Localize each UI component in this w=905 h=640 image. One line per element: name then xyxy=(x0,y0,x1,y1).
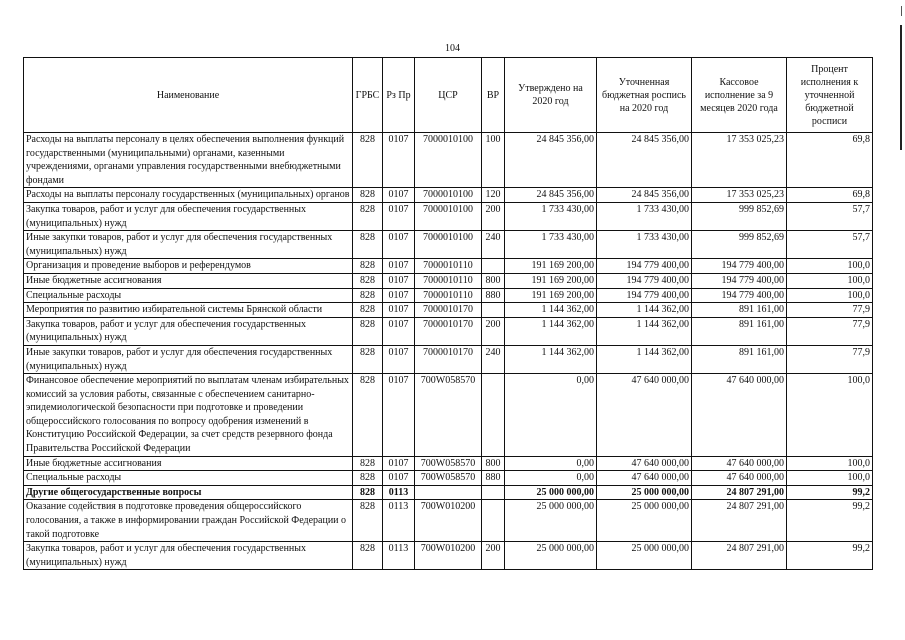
table-row xyxy=(24,500,873,542)
cell-approved: 25 000 000,00 xyxy=(505,500,597,542)
cell-refined: 47 640 000,00 xyxy=(597,374,692,457)
cell-csr: 700W058570 xyxy=(415,456,482,471)
cell-cash: 47 640 000,00 xyxy=(692,374,787,457)
cell-approved: 25 000 000,00 xyxy=(505,485,597,500)
cell-cash: 47 640 000,00 xyxy=(692,456,787,471)
cell-vr: 100 xyxy=(482,133,505,188)
cell-refined: 24 845 356,00 xyxy=(597,133,692,188)
table-row xyxy=(24,259,873,274)
cell-vr xyxy=(482,500,505,542)
cell-name: Специальные расходы xyxy=(24,471,353,486)
cell-csr: 700W010200 xyxy=(415,500,482,542)
cell-cash: 24 807 291,00 xyxy=(692,542,787,570)
cell-refined: 1 733 430,00 xyxy=(597,231,692,259)
cell-percent: 77,9 xyxy=(787,317,873,345)
cell-grbs: 828 xyxy=(353,303,383,318)
cell-percent: 57,7 xyxy=(787,202,873,230)
cell-cash: 891 161,00 xyxy=(692,303,787,318)
cell-cash: 194 779 400,00 xyxy=(692,273,787,288)
cell-name: Оказание содействия в подготовке проведения общероссийского голосования, а также в информировании граждан Российской Федерации о такой подготовке xyxy=(24,500,353,542)
cell-rzpr: 0107 xyxy=(383,288,415,303)
cell-cash: 194 779 400,00 xyxy=(692,288,787,303)
cell-grbs: 828 xyxy=(353,188,383,203)
cell-name: Закупка товаров, работ и услуг для обеспечения государственных (муниципальных) нужд xyxy=(24,202,353,230)
cell-approved: 0,00 xyxy=(505,456,597,471)
cell-percent: 100,0 xyxy=(787,471,873,486)
cell-refined: 194 779 400,00 xyxy=(597,288,692,303)
cell-grbs: 828 xyxy=(353,231,383,259)
cell-csr: 7000010170 xyxy=(415,317,482,345)
cell-csr: 7000010110 xyxy=(415,273,482,288)
table-row xyxy=(24,345,873,373)
cell-rzpr: 0113 xyxy=(383,485,415,500)
header-vr: ВР xyxy=(482,58,505,133)
table-row xyxy=(24,456,873,471)
cell-name: Другие общегосударственные вопросы xyxy=(24,485,353,500)
header-percent: Процент исполнения к уточненной бюджетной росписи xyxy=(787,58,873,133)
cell-vr: 800 xyxy=(482,456,505,471)
cell-cash: 17 353 025,23 xyxy=(692,133,787,188)
cell-percent: 100,0 xyxy=(787,273,873,288)
header-name: Наименование xyxy=(24,58,353,133)
cell-cash: 999 852,69 xyxy=(692,202,787,230)
cell-vr: 800 xyxy=(482,273,505,288)
cell-csr: 7000010110 xyxy=(415,259,482,274)
table-row xyxy=(24,133,873,188)
table-header-row xyxy=(24,58,873,133)
cell-vr xyxy=(482,259,505,274)
cell-name: Закупка товаров, работ и услуг для обеспечения государственных (муниципальных) нужд xyxy=(24,317,353,345)
cell-name: Расходы на выплаты персоналу в целях обеспечения выполнения функций государственными (муниципальными) органами, казенными учреждениями, органами управления государственными внебюджетными фондами xyxy=(24,133,353,188)
cell-percent: 99,2 xyxy=(787,542,873,570)
cell-percent: 99,2 xyxy=(787,485,873,500)
cell-approved: 1 144 362,00 xyxy=(505,317,597,345)
header-grbs: ГРБС xyxy=(353,58,383,133)
cell-cash: 24 807 291,00 xyxy=(692,500,787,542)
cell-percent: 69,8 xyxy=(787,188,873,203)
cell-grbs: 828 xyxy=(353,288,383,303)
cell-vr: 200 xyxy=(482,202,505,230)
cell-cash: 194 779 400,00 xyxy=(692,259,787,274)
cell-name: Закупка товаров, работ и услуг для обеспечения государственных (муниципальных) нужд xyxy=(24,542,353,570)
cell-grbs: 828 xyxy=(353,500,383,542)
cell-rzpr: 0107 xyxy=(383,456,415,471)
header-csr: ЦСР xyxy=(415,58,482,133)
cell-approved: 24 845 356,00 xyxy=(505,188,597,203)
table-row xyxy=(24,288,873,303)
cell-rzpr: 0107 xyxy=(383,273,415,288)
cell-vr: 120 xyxy=(482,188,505,203)
cell-approved: 191 169 200,00 xyxy=(505,273,597,288)
header-approved: Утверждено на 2020 год xyxy=(505,58,597,133)
cell-vr: 240 xyxy=(482,345,505,373)
cell-csr: 7000010100 xyxy=(415,188,482,203)
cell-rzpr: 0113 xyxy=(383,500,415,542)
page-number: 104 xyxy=(445,43,460,54)
cell-cash: 24 807 291,00 xyxy=(692,485,787,500)
cell-rzpr: 0107 xyxy=(383,202,415,230)
cell-rzpr: 0107 xyxy=(383,231,415,259)
cell-refined: 47 640 000,00 xyxy=(597,471,692,486)
cell-approved: 0,00 xyxy=(505,374,597,457)
cell-refined: 1 733 430,00 xyxy=(597,202,692,230)
header-refined: Уточненная бюджетная роспись на 2020 год xyxy=(597,58,692,133)
cell-refined: 1 144 362,00 xyxy=(597,303,692,318)
cell-name: Иные бюджетные ассигнования xyxy=(24,456,353,471)
cell-csr: 700W058570 xyxy=(415,374,482,457)
cell-csr: 700W058570 xyxy=(415,471,482,486)
cell-percent: 99,2 xyxy=(787,500,873,542)
cell-csr: 7000010170 xyxy=(415,303,482,318)
cell-grbs: 828 xyxy=(353,456,383,471)
cell-rzpr: 0107 xyxy=(383,188,415,203)
table-row xyxy=(24,303,873,318)
cell-grbs: 828 xyxy=(353,317,383,345)
cell-cash: 17 353 025,23 xyxy=(692,188,787,203)
cell-name: Расходы на выплаты персоналу государственных (муниципальных) органов xyxy=(24,188,353,203)
cell-rzpr: 0107 xyxy=(383,303,415,318)
cell-name: Финансовое обеспечение мероприятий по выплатам членам избирательных комиссий за условия работы, связанные с обеспечением санитарно-эпидемиологической безопасности при подготовке и проведении общероссийского голосования по вопросу одобрения изменений в Конституцию Российской Федерации, за счет средств резервного фонда Правительства Российской Федерации xyxy=(24,374,353,457)
cell-name: Иные закупки товаров, работ и услуг для обеспечения государственных (муниципальных) нужд xyxy=(24,345,353,373)
table-row xyxy=(24,231,873,259)
cell-cash: 891 161,00 xyxy=(692,345,787,373)
cell-refined: 1 144 362,00 xyxy=(597,317,692,345)
header-rzpr: Рз Пр xyxy=(383,58,415,133)
cell-grbs: 828 xyxy=(353,345,383,373)
table-row xyxy=(24,374,873,457)
cell-percent: 100,0 xyxy=(787,288,873,303)
cell-approved: 24 845 356,00 xyxy=(505,133,597,188)
cell-approved: 0,00 xyxy=(505,471,597,486)
cell-name: Специальные расходы xyxy=(24,288,353,303)
cell-percent: 77,9 xyxy=(787,345,873,373)
cell-grbs: 828 xyxy=(353,259,383,274)
table-row xyxy=(24,485,873,500)
cell-vr xyxy=(482,485,505,500)
cell-csr: 7000010100 xyxy=(415,231,482,259)
cell-grbs: 828 xyxy=(353,485,383,500)
cell-csr: 700W010200 xyxy=(415,542,482,570)
cell-grbs: 828 xyxy=(353,202,383,230)
cell-csr xyxy=(415,485,482,500)
cell-approved: 25 000 000,00 xyxy=(505,542,597,570)
cell-csr: 7000010170 xyxy=(415,345,482,373)
cell-vr xyxy=(482,303,505,318)
cell-vr: 200 xyxy=(482,317,505,345)
cell-vr xyxy=(482,374,505,457)
table-row xyxy=(24,317,873,345)
cell-name: Мероприятия по развитию избирательной системы Брянской области xyxy=(24,303,353,318)
table-row xyxy=(24,471,873,486)
cell-cash: 47 640 000,00 xyxy=(692,471,787,486)
cell-rzpr: 0107 xyxy=(383,345,415,373)
cell-percent: 57,7 xyxy=(787,231,873,259)
cell-rzpr: 0107 xyxy=(383,133,415,188)
cell-cash: 999 852,69 xyxy=(692,231,787,259)
cell-approved: 1 733 430,00 xyxy=(505,231,597,259)
cell-rzpr: 0107 xyxy=(383,317,415,345)
cell-vr: 880 xyxy=(482,471,505,486)
cell-refined: 25 000 000,00 xyxy=(597,500,692,542)
cell-percent: 77,9 xyxy=(787,303,873,318)
scan-edge-mark xyxy=(901,6,902,16)
cell-name: Иные закупки товаров, работ и услуг для обеспечения государственных (муниципальных) нужд xyxy=(24,231,353,259)
cell-rzpr: 0113 xyxy=(383,542,415,570)
cell-refined: 25 000 000,00 xyxy=(597,485,692,500)
cell-refined: 1 144 362,00 xyxy=(597,345,692,373)
cell-approved: 1 733 430,00 xyxy=(505,202,597,230)
cell-name: Организация и проведение выборов и референдумов xyxy=(24,259,353,274)
cell-percent: 69,8 xyxy=(787,133,873,188)
cell-grbs: 828 xyxy=(353,471,383,486)
budget-table xyxy=(23,57,873,570)
cell-csr: 7000010100 xyxy=(415,133,482,188)
cell-name: Иные бюджетные ассигнования xyxy=(24,273,353,288)
table-body xyxy=(24,133,873,570)
cell-vr: 240 xyxy=(482,231,505,259)
cell-grbs: 828 xyxy=(353,542,383,570)
cell-csr: 7000010110 xyxy=(415,288,482,303)
cell-rzpr: 0107 xyxy=(383,471,415,486)
cell-approved: 191 169 200,00 xyxy=(505,259,597,274)
cell-approved: 1 144 362,00 xyxy=(505,345,597,373)
cell-refined: 47 640 000,00 xyxy=(597,456,692,471)
cell-vr: 200 xyxy=(482,542,505,570)
cell-rzpr: 0107 xyxy=(383,259,415,274)
cell-grbs: 828 xyxy=(353,374,383,457)
cell-refined: 194 779 400,00 xyxy=(597,273,692,288)
table-row xyxy=(24,542,873,570)
cell-percent: 100,0 xyxy=(787,456,873,471)
table-row xyxy=(24,188,873,203)
cell-approved: 191 169 200,00 xyxy=(505,288,597,303)
cell-refined: 25 000 000,00 xyxy=(597,542,692,570)
cell-csr: 7000010100 xyxy=(415,202,482,230)
cell-refined: 194 779 400,00 xyxy=(597,259,692,274)
cell-percent: 100,0 xyxy=(787,259,873,274)
cell-rzpr: 0107 xyxy=(383,374,415,457)
table-row xyxy=(24,273,873,288)
cell-vr: 880 xyxy=(482,288,505,303)
header-cash: Кассовое исполнение за 9 месяцев 2020 года xyxy=(692,58,787,133)
cell-percent: 100,0 xyxy=(787,374,873,457)
cell-approved: 1 144 362,00 xyxy=(505,303,597,318)
cell-grbs: 828 xyxy=(353,273,383,288)
cell-grbs: 828 xyxy=(353,133,383,188)
cell-refined: 24 845 356,00 xyxy=(597,188,692,203)
cell-cash: 891 161,00 xyxy=(692,317,787,345)
table-row xyxy=(24,202,873,230)
